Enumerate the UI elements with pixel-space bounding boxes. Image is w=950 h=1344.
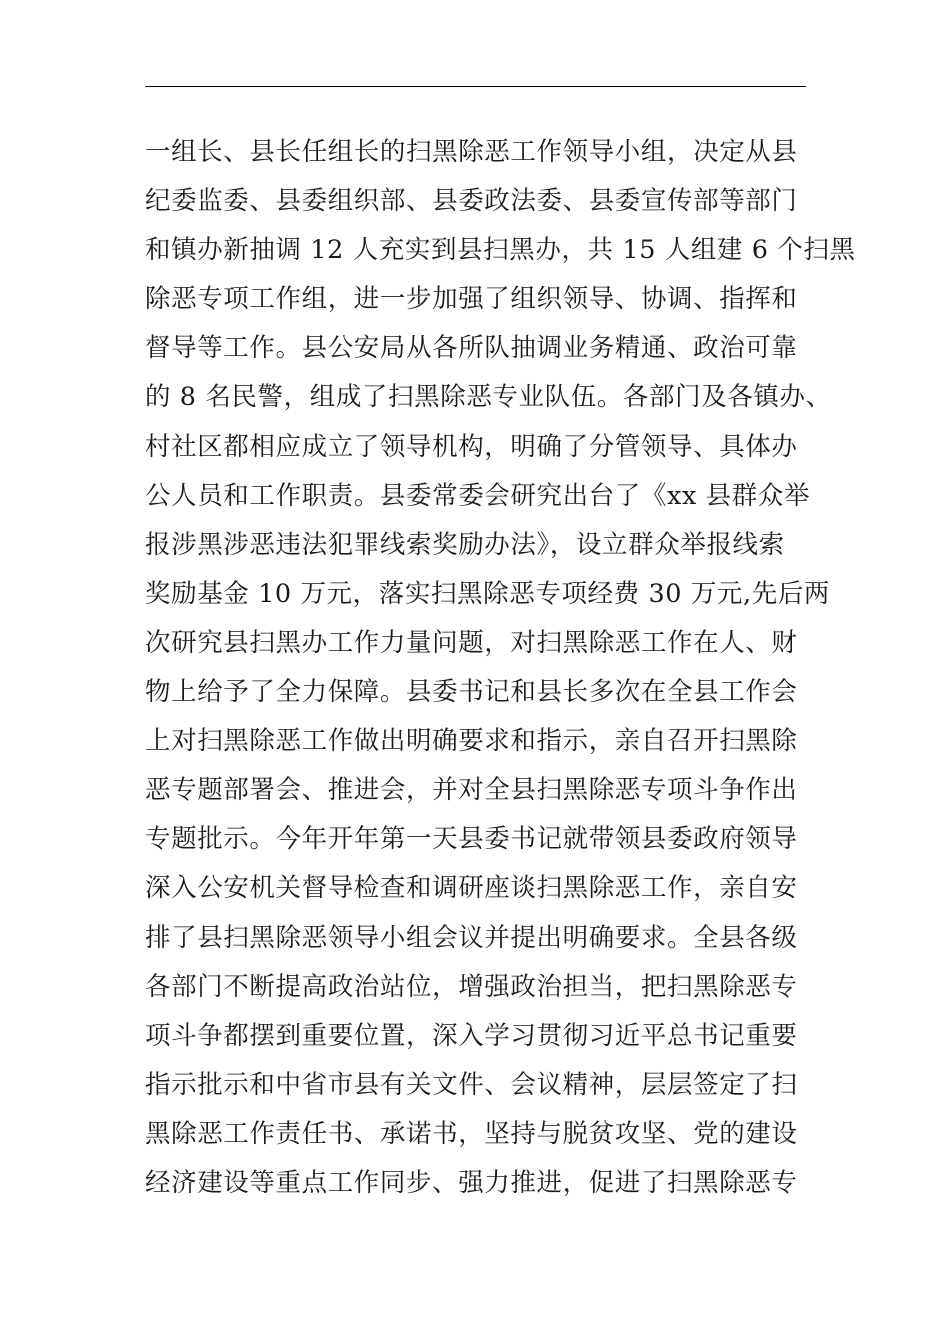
text-line: 报涉黑涉恶违法犯罪线索奖励办法》，设立群众举报线索: [145, 529, 785, 560]
text-line: 次研究县扫黑办工作力量问题，对扫黑除恶工作在人、财: [145, 627, 798, 658]
text-line: 的 8 名民警，组成了扫黑除恶专业队伍。各部门及各镇办、: [145, 382, 832, 413]
text-line: 深入公安机关督导检查和调研座谈扫黑除恶工作，亲自安: [145, 873, 798, 904]
text-line: 专题批示。今年开年第一天县委书记就带领县委政府领导: [145, 824, 798, 855]
header-rule: [145, 86, 806, 87]
text-line: 公人员和工作职责。县委常委会研究出台了《xx 县群众举: [145, 480, 811, 511]
text-line: 除恶专项工作组，进一步加强了组织领导、协调、指挥和: [145, 284, 798, 315]
text-line: 奖励基金 10 万元，落实扫黑除恶专项经费 30 万元,先后两: [145, 578, 831, 609]
text-line: 物上给予了全力保障。县委书记和县长多次在全县工作会: [145, 677, 798, 708]
text-line: 一组长、县长任组长的扫黑除恶工作领导小组，决定从县: [145, 137, 798, 167]
text-line: 督导等工作。县公安局从各所队抽调业务精通、政治可靠: [145, 333, 798, 364]
text-line: 指示批示和中省市县有关文件、会议精神，层层签定了扫: [145, 1069, 798, 1100]
text-line: 各部门不断提高政治站位，增强政治担当，把扫黑除恶专: [145, 971, 798, 1002]
text-line: 上对扫黑除恶工作做出明确要求和指示，亲自召开扫黑除: [145, 726, 798, 757]
text-line: 黑除恶工作责任书、承诺书，坚持与脱贫攻坚、党的建设: [145, 1118, 798, 1149]
text-line: 排了县扫黑除恶领导小组会议并提出明确要求。全县各级: [145, 922, 798, 953]
text-line: 经济建设等重点工作同步、强力推进，促进了扫黑除恶专: [145, 1167, 798, 1198]
text-line: 恶专题部署会、推进会，并对全县扫黑除恶专项斗争作出: [145, 775, 798, 806]
body-paragraph: [145, 128, 856, 1208]
text-line: 纪委监委、县委组织部、县委政法委、县委宣传部等部门: [145, 186, 798, 217]
text-line: 和镇办新抽调 12 人充实到县扫黑办，共 15 人组建 6 个扫黑: [145, 235, 856, 266]
text-line: 村社区都相应成立了领导机构，明确了分管领导、具体办: [145, 431, 798, 462]
text-line: 项斗争都摆到重要位置，深入学习贯彻习近平总书记重要: [145, 1020, 798, 1051]
